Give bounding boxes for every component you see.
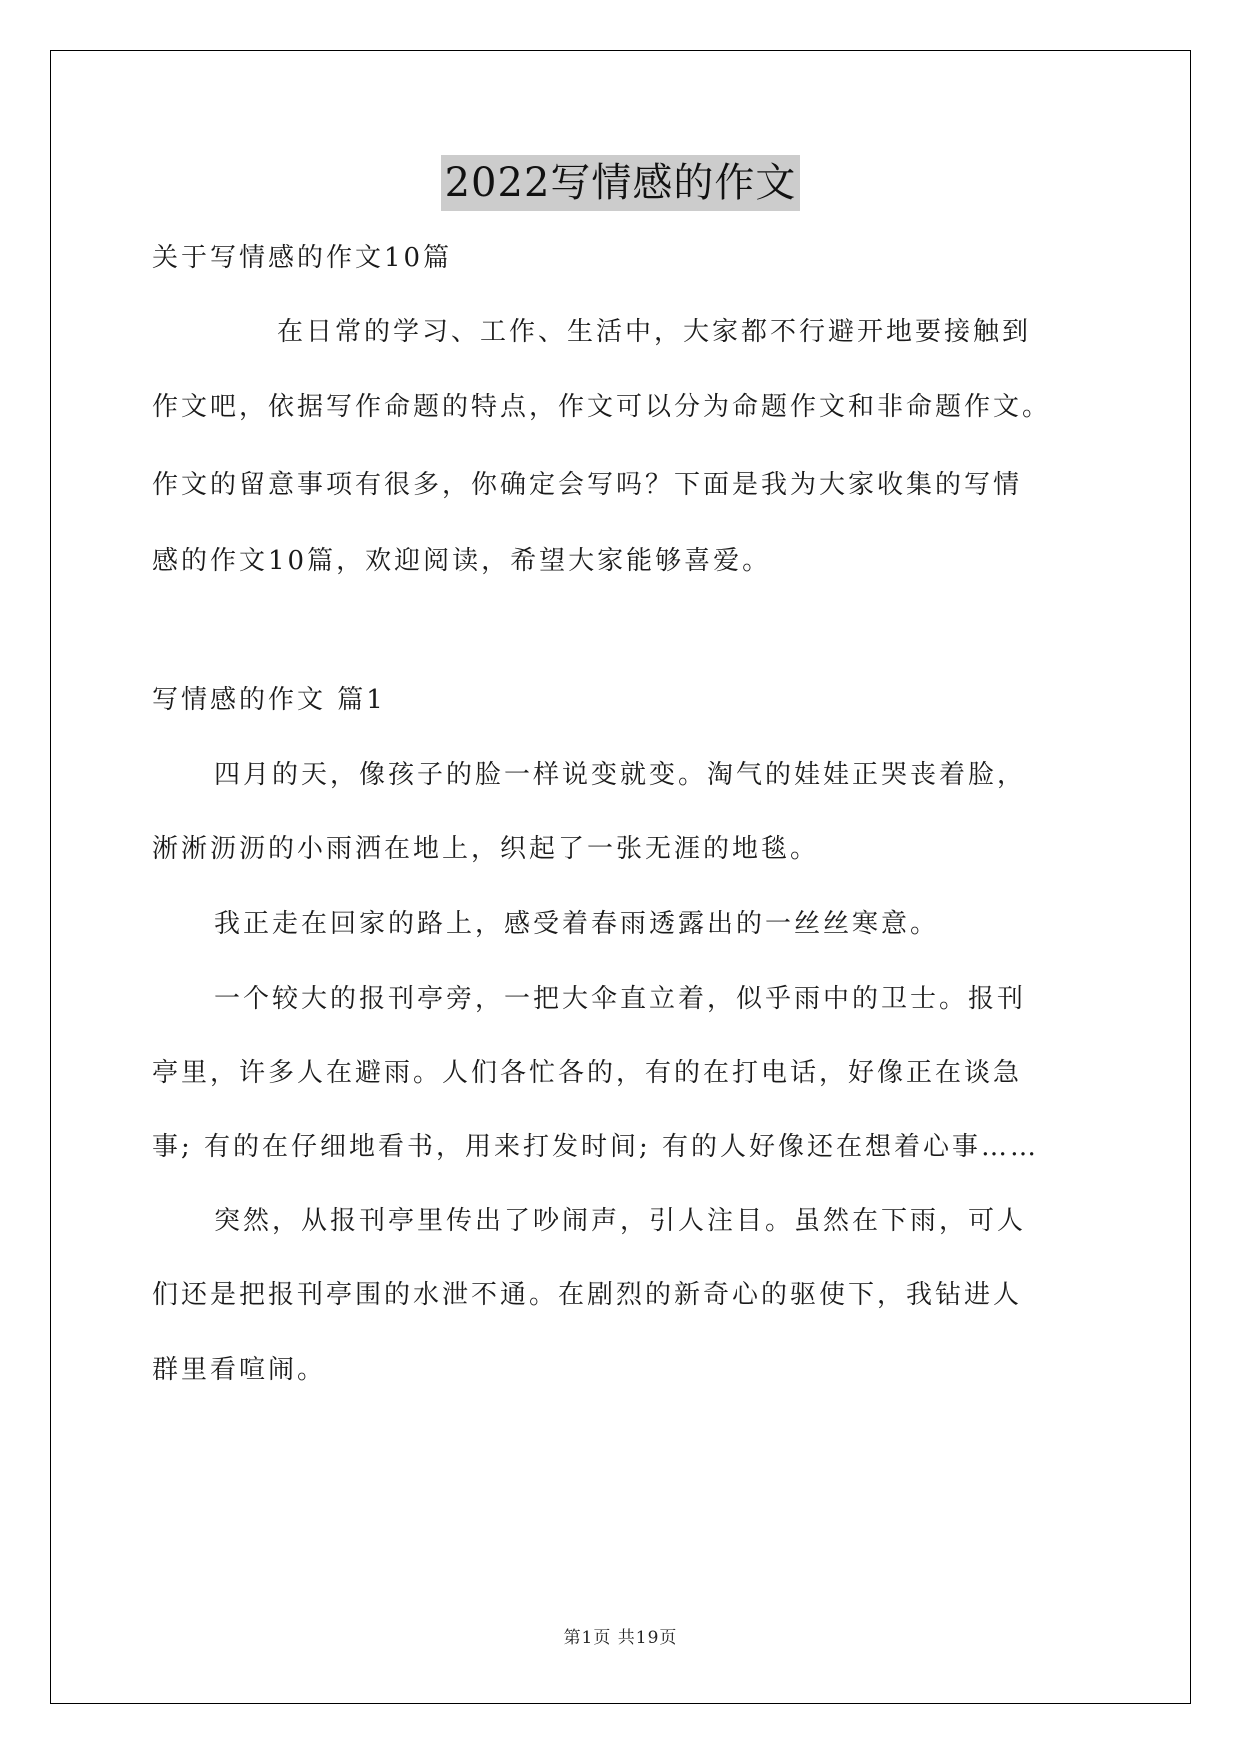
document-subtitle: 关于写情感的作文10篇 — [152, 243, 453, 273]
page-border — [50, 50, 1191, 1704]
body-line: 我正走在回家的路上，感受着春雨透露出的一丝丝寒意。 — [214, 909, 940, 939]
section-heading: 写情感的作文 篇1 — [152, 685, 386, 715]
intro-line: 作文的留意事项有很多，你确定会写吗？下面是我为大家收集的写情 — [152, 470, 1023, 500]
intro-line: 作文吧，依据写作命题的特点，作文可以分为命题作文和非命题作文。 — [152, 392, 1052, 422]
intro-line: 在日常的学习、工作、生活中，大家都不行避开地要接触到 — [277, 317, 1032, 347]
document-title: 2022写情感的作文 — [441, 155, 801, 211]
page-footer: 第1页 共19页 — [563, 1628, 678, 1648]
body-line: 们还是把报刊亭围的水泄不通。在剧烈的新奇心的驱使下，我钻进人 — [152, 1280, 1023, 1310]
body-line: 事; 有的在仔细地看书，用来打发时间; 有的人好像还在想着心事…… — [152, 1132, 1040, 1162]
title-container — [0, 155, 1241, 211]
body-line: 群里看喧闹。 — [152, 1355, 327, 1385]
body-line: 一个较大的报刊亭旁，一把大伞直立着，似乎雨中的卫士。报刊 — [214, 984, 1027, 1014]
intro-line: 感的作文10篇，欢迎阅读，希望大家能够喜爱。 — [152, 546, 772, 576]
body-line: 四月的天，像孩子的脸一样说变就变。淘气的娃娃正哭丧着脸， — [214, 760, 1027, 790]
body-line: 淅淅沥沥的小雨洒在地上，织起了一张无涯的地毯。 — [152, 834, 820, 864]
body-line: 突然，从报刊亭里传出了吵闹声，引人注目。虽然在下雨，可人 — [214, 1206, 1027, 1236]
body-line: 亭里，许多人在避雨。人们各忙各的，有的在打电话，好像正在谈急 — [152, 1058, 1023, 1088]
